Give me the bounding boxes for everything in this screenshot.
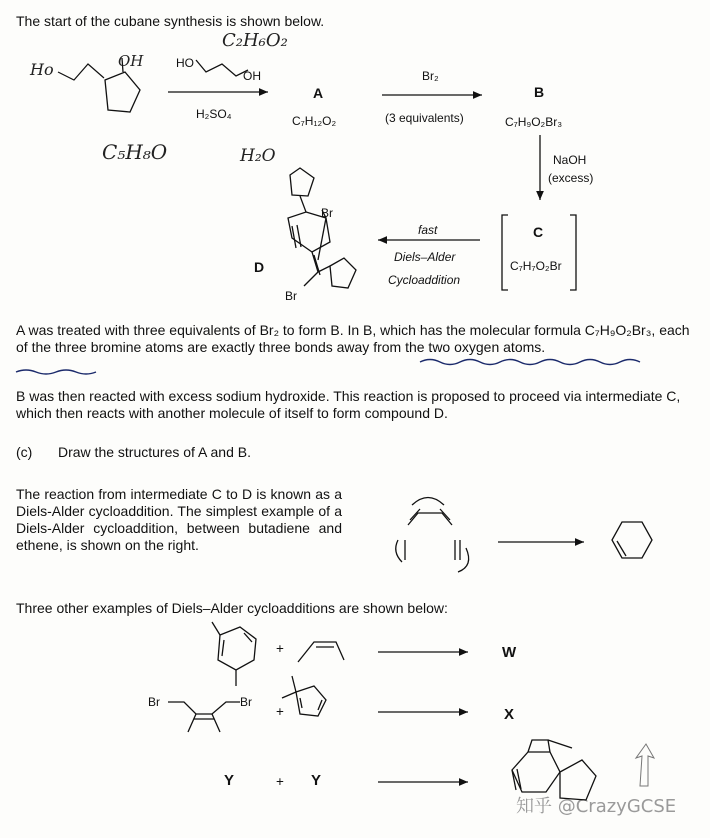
handwritten-oh: OH [118,52,144,70]
d-br-bottom: Br [285,289,297,303]
paragraph-1: A was treated with three equivalents of Br₂ to form B. In B, which has the molecular formula C₇H₉O₂Br₃, each of the three bromine atoms are exactly three bonds away from the two oxygen atoms. [16,322,690,355]
cycloaddition-label: Cycloaddition [388,273,461,287]
handwritten-diol-formula: C₂H₆O₂ [222,30,288,51]
diels-alder-label: Diels–Alder [394,250,456,264]
paragraph-4: Three other examples of Diels–Alder cycloadditions are shown below: [16,600,448,616]
plus-sign-3: + [276,774,284,789]
fast-label: fast [418,223,438,237]
compound-c-label: C [533,224,544,240]
paragraph-3: The reaction from intermediate C to D is known as a Diels-Alder cycloaddition. The simplest example of a Diels-Alder cycloaddition, between butadiene and ethene, is shown on the right. [16,486,342,553]
compound-a-label: A [313,85,324,101]
equivalents-label: (3 equivalents) [385,111,464,125]
question-c-number: (c) [16,444,33,460]
handwritten-ketone-formula: C₅H₈O [102,140,168,164]
excess-label: (excess) [548,171,594,185]
br-right-label: Br [240,695,252,709]
handwritten-water: H₂O [240,146,276,166]
compound-b-formula: C₇H₉O₂Br₃ [505,115,563,129]
reactant-y-label-2: Y [311,772,322,789]
question-c-text: Draw the structures of A and B. [58,444,251,460]
compound-a-formula: C₇H₁₂O₂ [292,114,337,128]
paragraph-2: B was then reacted with excess sodium hydroxide. This reaction is proposed to proceed via intermediate C, which then reacts with another molecule of itself to form compound D. [16,388,681,421]
naoh-label: NaOH [553,153,587,167]
d-br-top: Br [321,206,333,220]
acid-label: H₂SO₄ [196,107,232,121]
compound-c-formula: C₇H₇O₂Br [510,259,562,273]
compound-b-label: B [534,84,545,100]
product-w-label: W [502,644,517,661]
plus-sign-1: + [276,641,284,656]
intro-text: The start of the cubane synthesis is shown below. [16,13,325,29]
product-x-label: X [504,706,515,723]
diol-oh-label: OH [243,69,261,83]
bromine-label: Br₂ [422,69,439,83]
plus-sign-2: + [276,704,284,719]
diol-ho-label: HO [176,56,194,70]
watermark: 知乎 @CrazyGCSE [516,796,677,817]
br-left-label: Br [148,695,160,709]
reactant-y-label-1: Y [224,772,235,789]
handwritten-ho: Ho [30,60,54,79]
compound-d-label: D [254,259,265,275]
